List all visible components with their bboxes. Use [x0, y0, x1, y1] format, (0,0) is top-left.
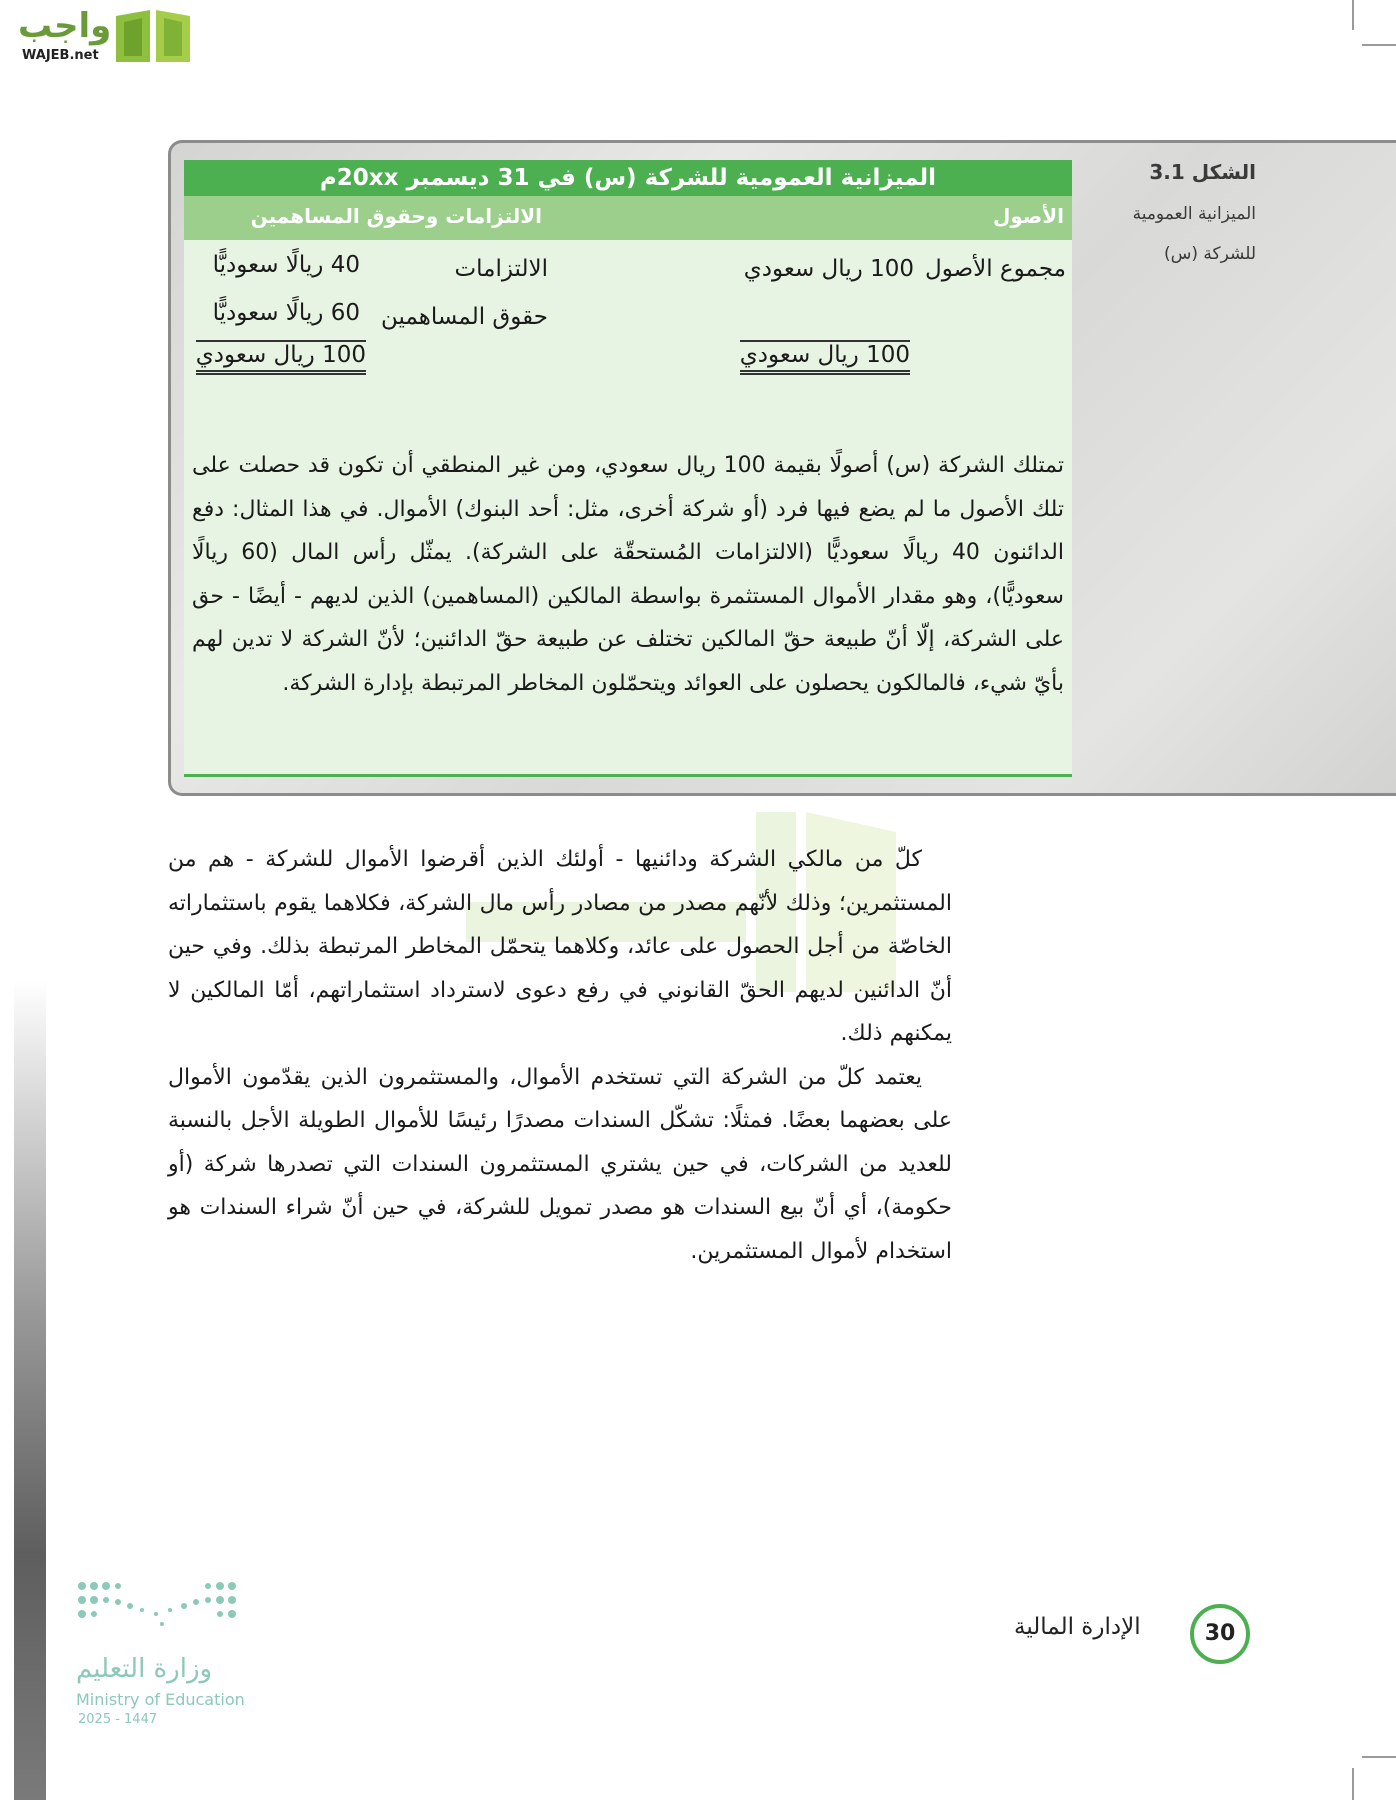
body-paragraph: كلّ من مالكي الشركة ودائنيها - أولئك الذين أقرضوا الأموال للشركة - هم من المستثمرين؛ وذلك لأنّهم مصدر من مصادر رأس مال الشركة، فكلاهما يقوم باستثماراته الخاصّة من أجل الحصول على عائد، وكلاهما يتحمّل المخاطر المرتبطة بذلك. وفي حين أنّ الدائنين لديهم الحقّ القانوني في رفع دعوى لاسترداد استثماراتهم، أمّا المالكين لا يمكنهم ذلك.: [168, 847, 952, 1046]
ministry-english: Ministry of Education: [76, 1690, 245, 1709]
liabilities-total: 100 ريال سعودي: [196, 340, 366, 375]
total-assets-label: مجموع الأصول: [924, 256, 1066, 282]
crop-mark: [1362, 1756, 1396, 1758]
liabilities-header: الالتزامات وحقوق المساهمين: [250, 204, 542, 228]
ministry-dots-icon: [76, 1580, 246, 1640]
crop-mark: [1352, 1768, 1354, 1800]
balance-sheet-explanation: تمتلك الشركة (س) أصولًا بقيمة 100 ريال سعودي، ومن غير المنطقي أن تكون قد حصلت على تلك الأصول ما لم يضع فيها فرد (أو شركة أخرى، مثل: أحد البنوك) الأموال. في هذا المثال: دفع الدائنون 40 ريالًا سعوديًّا (الالتزامات المُستحقّة على الشركة). يمثّل رأس المال (60 ريالًا سعوديًّا)، وهو مقدار الأموال المستثمرة بواسطة المالكين (المساهمين) الذين لديهم - أيضًا - حق على الشركة، إلّا أنّ طبيعة حقّ المالكين تختلف عن طبيعة حقّ الدائنين؛ لأنّ الشركة لا تدين لهم بأيّ شيء، فالمالكون يحصلون على العوائد ويتحمّلون المخاطر المرتبطة بإدارة الشركة.: [192, 453, 1064, 696]
liabilities-value: 40 ريالًا سعوديًّا: [212, 252, 360, 278]
ministry-arabic: وزارة التعليم: [76, 1654, 213, 1684]
body-paragraph: يعتمد كلّ من الشركة التي تستخدم الأموال، والمستثمرون الذين يقدّمون الأموال على بعضهما بعضًا. فمثلًا: تشكّل السندات مصدرًا رئيسًا للأموال الطويلة الأجل بالنسبة للعديد من الشركات، في حين يشتري المستثمرون السندات التي تصدرها شركة (أو حكومة)، أي أنّ بيع السندات هو مصدر تمويل للشركة، في حين أنّ شراء السندات هو استخدام لأموال المستثمرين.: [168, 1064, 952, 1264]
figure-description: الميزانية العمومية للشركة (س): [1132, 204, 1256, 264]
balance-sheet-title: الميزانية العمومية للشركة (س) في 31 ديسمبر 20xxم: [184, 160, 1072, 196]
equity-value: 60 ريالًا سعوديًّا: [212, 300, 360, 326]
figure-number: الشكل 3.1: [1149, 160, 1256, 184]
wajeb-logo: [8, 4, 190, 68]
page-number: 30: [1190, 1604, 1250, 1664]
crop-mark: [1362, 44, 1396, 46]
figure-caption: [1096, 160, 1256, 274]
ministry-logo: [76, 1580, 256, 1730]
body-text: [168, 838, 952, 1273]
liabilities-label: الالتزامات: [454, 256, 548, 282]
ministry-year: 2025 - 1447: [78, 1712, 158, 1727]
equity-label: حقوق المساهمين: [381, 304, 548, 330]
logo-latin-text: WAJEB.net: [22, 48, 99, 63]
balance-sheet-header: [184, 196, 1072, 240]
balance-sheet: [184, 160, 1072, 777]
crop-mark: [1352, 0, 1354, 30]
book-icon: [112, 6, 194, 66]
logo-arabic-text: واجب: [18, 6, 112, 46]
book-title: الإدارة المالية: [1014, 1614, 1141, 1640]
assets-total: 100 ريال سعودي: [740, 340, 910, 375]
side-photo-strip: [14, 980, 46, 1800]
total-assets-value: 100 ريال سعودي: [743, 256, 914, 282]
assets-header: الأصول: [993, 204, 1064, 228]
